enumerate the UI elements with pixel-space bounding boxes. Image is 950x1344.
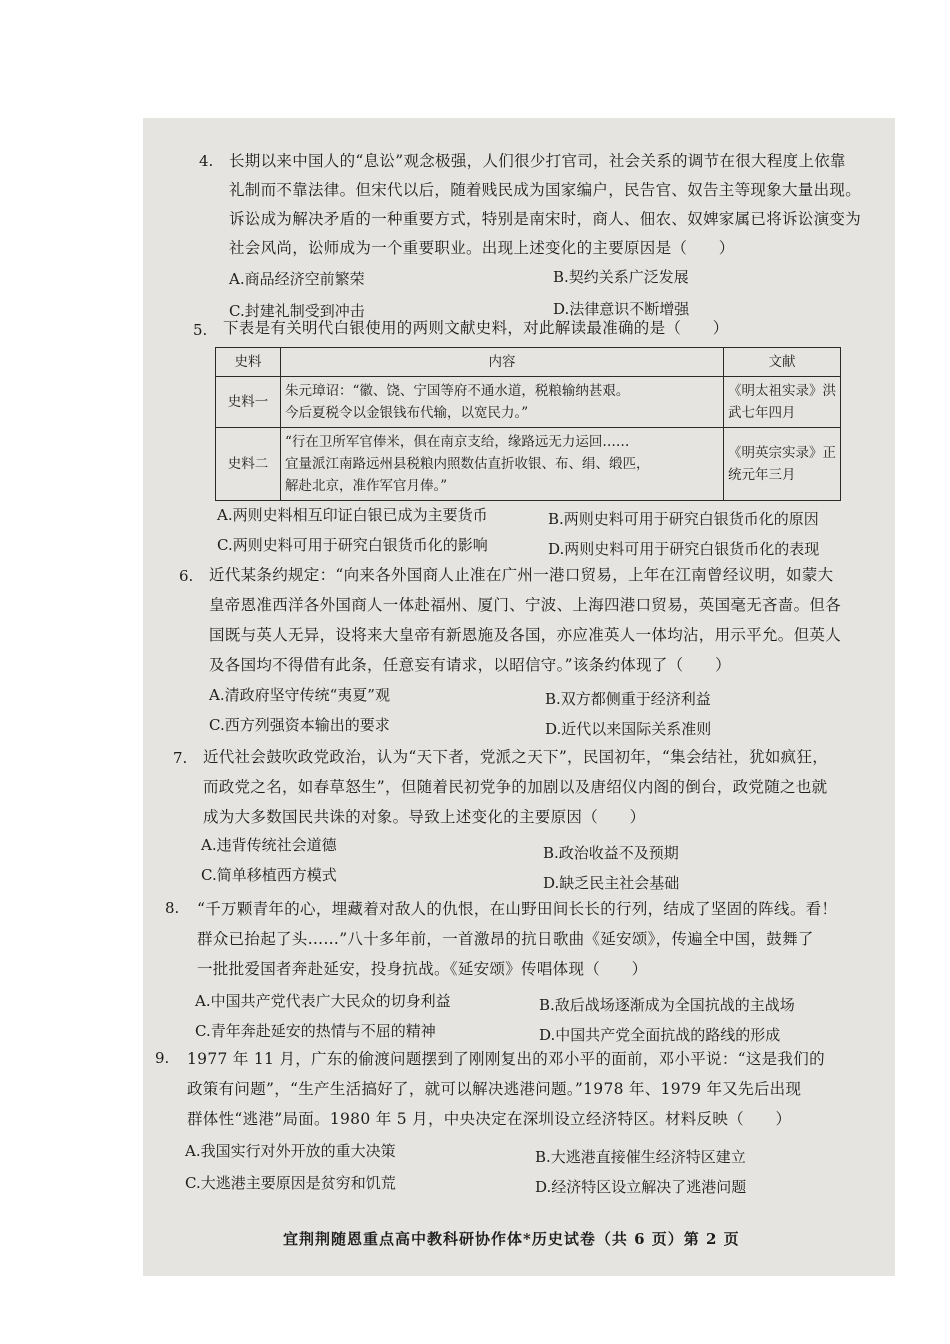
option-c[interactable]: C.西方列强资本输出的要求 [209, 716, 390, 734]
question-text-line: 诉讼成为解决矛盾的一种重要方式，特别是南宋时，商人、佃农、奴婢家属已将诉讼演变为 [229, 210, 862, 228]
option-d[interactable]: D.两则史料可用于研究白银货币化的表现 [548, 540, 820, 558]
question-text-line: 一批批爱国者奔赴延安，投身抗战。《延安颂》传唱体现（ ） [197, 960, 648, 978]
page-footer: 宜荆荆随恩重点高中教科研协作体*历史试卷（共 6 页）第 2 页 [283, 1230, 740, 1248]
content-line: 宜量派江南路远州县税粮内照数估直折收银、布、绢、缎匹， [285, 456, 650, 472]
source-cell [724, 377, 841, 428]
option-b[interactable]: B.契约关系广泛发展 [553, 268, 689, 286]
option-b[interactable]: B.双方都侧重于经济利益 [545, 690, 711, 708]
content-line: “行在卫所军官俸米，俱在南京支给，缘路远无力运回…… [285, 434, 630, 450]
option-d[interactable]: D.法律意识不断增强 [553, 300, 690, 318]
option-a[interactable]: A.清政府坚守传统“夷夏”观 [209, 686, 390, 704]
question-number: 4. [199, 152, 214, 170]
content-line: 今后夏税令以金银钱布代输，以宽民力。” [285, 405, 529, 421]
question-text-line: 皇帝恩准西洋各外国商人一体赴福州、厦门、宁波、上海四港口贸易，英国毫无吝啬。但各 [209, 596, 842, 614]
question-text-line: 成为大多数国民共诛的对象。导致上述变化的主要原因（ ） [203, 808, 646, 826]
question-text-line: 群体性“逃港”局面。1980 年 5 月，中央决定在深圳设立经济特区。材料反映（ ） [187, 1110, 792, 1128]
option-b[interactable]: B.两则史料可用于研究白银货币化的原因 [548, 510, 819, 528]
header-cell: 史料 [216, 348, 281, 377]
option-b[interactable]: B.敌后战场逐渐成为全国抗战的主战场 [539, 996, 795, 1014]
question-number: 6. [179, 567, 194, 585]
header-cell: 内容 [281, 348, 724, 377]
source-line: 《明太祖实录》洪 [728, 383, 836, 399]
option-c[interactable]: C.简单移植西方模式 [201, 866, 337, 884]
option-d[interactable]: D.近代以来国际关系准则 [545, 720, 712, 738]
option-a[interactable]: A.两则史料相互印证白银已成为主要货币 [217, 506, 488, 524]
content-line: 朱元璋诏：“徽、饶、宁国等府不通水道，税粮输纳甚艰。 [285, 383, 630, 399]
option-d[interactable]: D.缺乏民主社会基础 [543, 874, 680, 892]
source-line: 武七年四月 [728, 405, 796, 421]
question-text-line: “千万颗青年的心，埋藏着对敌人的仇恨，在山野田间长长的行列，结成了坚固的阵线。看！ [197, 900, 838, 918]
content-cell [281, 377, 724, 428]
option-c[interactable]: C.封建礼制受到冲击 [229, 302, 365, 320]
header-cell: 文献 [724, 348, 841, 377]
option-c[interactable]: C.青年奔赴延安的热情与不屈的精神 [195, 1022, 436, 1040]
question-text-line: 长期以来中国人的“息讼”观念极强，人们很少打官司，社会关系的调节在很大程度上依靠 [229, 152, 846, 170]
option-d[interactable]: D.经济特区设立解决了逃港问题 [535, 1178, 747, 1196]
question-text-line: 政策有问题”，“生产生活搞好了，就可以解决逃港问题。”1978 年、1979 年又先后出现 [187, 1080, 802, 1098]
question-text-line: 国既与英人无异，设将来大皇帝有新恩施及各国，亦应准英人一体均沾，用示平允。但英人 [209, 626, 842, 644]
option-c[interactable]: C.两则史料可用于研究白银货币化的影响 [217, 536, 488, 554]
question-text-line: 近代某条约规定：“向来各外国商人止准在广州一港口贸易，上年在江南曾经议明，如蒙大 [209, 566, 834, 584]
option-a[interactable]: A.中国共产党代表广大民众的切身利益 [195, 992, 451, 1010]
question-number: 9. [155, 1049, 170, 1067]
question-text-line: 下表是有关明代白银使用的两则文献史料，对此解读最准确的是（ ） [223, 319, 729, 337]
option-a[interactable]: A.违背传统社会道德 [201, 836, 337, 854]
exam-page [143, 118, 895, 1276]
question-text-line: 及各国均不得借有此条，任意妄有请求，以昭信守。”该条约体现了（ ） [209, 656, 731, 674]
option-c[interactable]: C.大逃港主要原因是贫穷和饥荒 [185, 1174, 396, 1192]
option-a[interactable]: A.商品经济空前繁荣 [229, 270, 365, 288]
option-a[interactable]: A.我国实行对外开放的重大决策 [185, 1142, 396, 1160]
content-line: 解赴北京，准作军官月俸。” [285, 478, 448, 494]
option-d[interactable]: D.中国共产党全面抗战的路线的形成 [539, 1026, 781, 1044]
table-row [216, 428, 841, 501]
question-number: 8. [165, 899, 180, 917]
source-cell [724, 428, 841, 501]
question-text-line: 1977 年 11 月，广东的偷渡问题摆到了刚刚复出的邓小平的面前，邓小平说：“这是我们的 [187, 1050, 825, 1068]
question-text-line: 近代社会鼓吹政党政治，认为“天下者，党派之天下”，民国初年，“集会结社，犹如疯狂， [203, 748, 829, 766]
row-label: 史料二 [216, 428, 281, 501]
question-number: 7. [173, 749, 188, 767]
option-b[interactable]: B.政治收益不及预期 [543, 844, 679, 862]
question-number: 5. [193, 321, 208, 339]
row-label: 史料一 [216, 377, 281, 428]
table-header-row [216, 348, 841, 377]
option-b[interactable]: B.大逃港直接催生经济特区建立 [535, 1148, 746, 1166]
table-row [216, 377, 841, 428]
content-cell [281, 428, 724, 501]
source-line: 统元年三月 [728, 467, 796, 483]
question-text-line: 群众已抬起了头……”八十多年前，一首激昂的抗日歌曲《延安颂》，传遍全中国，鼓舞了 [197, 930, 814, 948]
question-text-line: 社会风尚，讼师成为一个重要职业。出现上述变化的主要原因是（ ） [229, 239, 735, 257]
source-table [215, 347, 841, 501]
question-text-line: 礼制而不靠法律。但宋代以后，随着贱民成为国家编户，民告官、奴告主等现象大量出现。 [229, 181, 862, 199]
question-text-line: 而政党之名，如春草怒生”，但随着民初党争的加剧以及唐绍仪内阁的倒台，政党随之也就 [203, 778, 828, 796]
source-line: 《明英宗实录》正 [728, 445, 836, 461]
